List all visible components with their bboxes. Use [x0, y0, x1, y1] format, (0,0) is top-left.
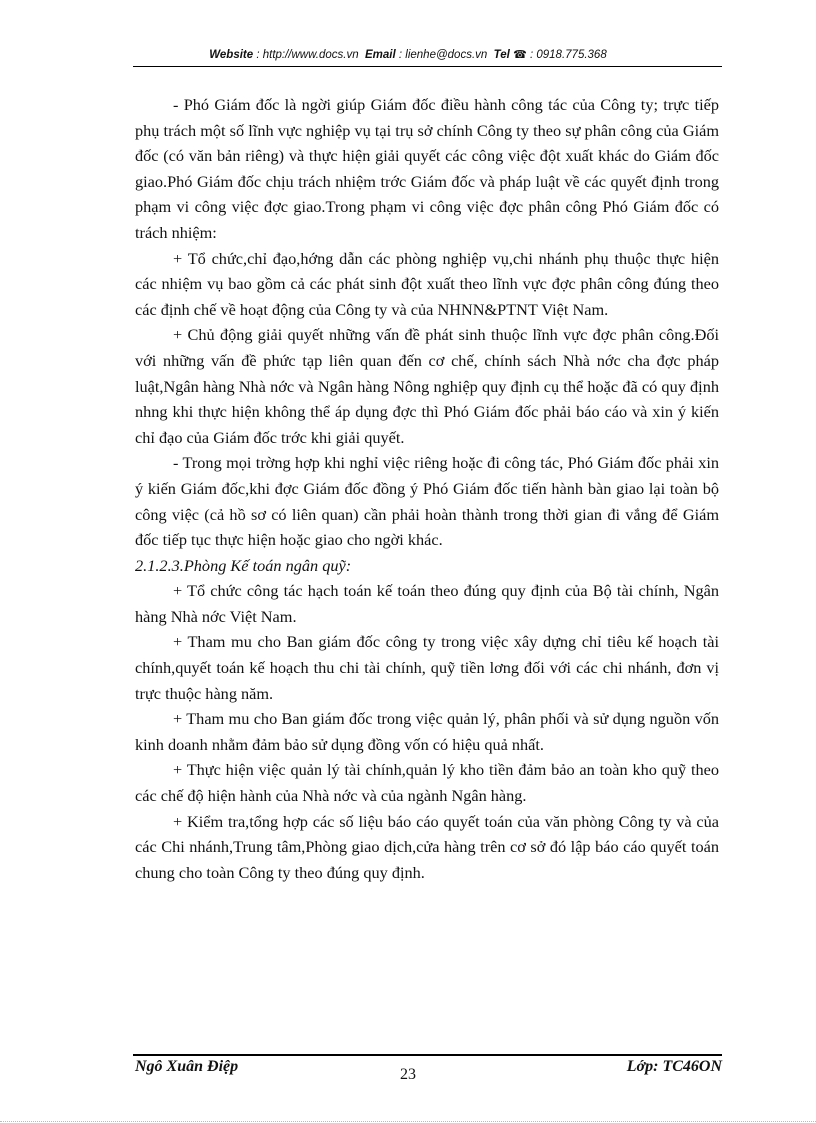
page-number: 23	[400, 1066, 416, 1083]
email-label: Email	[365, 49, 396, 61]
document-body	[135, 92, 719, 885]
page-edge-divider	[0, 1121, 816, 1122]
footer-class: Lớp: TC46ON	[626, 1058, 722, 1075]
footer-author: Ngô Xuân Điệp	[135, 1058, 239, 1075]
paragraph: - Trong mọi trờng hợp khi nghỉ việc riêng hoặc đi công tác, Phó Giám đốc phải xin ý kiến Giám đốc,khi đợc Giám đốc đồng ý Phó Giám đốc tiến hành bàn giao lại toàn bộ công việc (cả hồ sơ có liên quan) cần phải hoàn thành trong thời gian đi vắng để Giám đốc tiếp tục thực hiện hoặc giao cho ngời khác.	[135, 453, 719, 550]
paragraph: + Tham mu cho Ban giám đốc công ty trong việc xây dựng chỉ tiêu kế hoạch tài chính,quyết toán kế hoạch thu chi tài chính, quỹ tiền lơng đối với các chi nhánh, đơn vị trực thuộc hàng năm.	[135, 632, 719, 703]
section-heading: 2.1.2.3.Phòng Kế toán ngân quỹ:	[135, 555, 352, 575]
paragraph: + Thực hiện việc quản lý tài chính,quản lý kho tiền đảm bảo an toàn kho quỹ theo các chế độ hiện hành của Nhà nớc và của ngành Ngân hàng.	[135, 760, 719, 806]
email-value: : lienhe@docs.vn	[398, 49, 488, 61]
tel-value: : 0918.775.368	[529, 49, 607, 61]
page-header	[0, 48, 816, 61]
paragraph: + Tổ chức công tác hạch toán kế toán theo đúng quy định của Bộ tài chính, Ngân hàng Nhà nớc Việt Nam.	[135, 581, 719, 626]
paragraph: + Chủ động giải quyết những vấn đề phát sinh thuộc lĩnh vực đợc phân công.Đối với những vấn đề phức tạp liên quan đến cơ chế, chính sách Nhà nớc cha đợc pháp luật,Ngân hàng Nhà nớc và Ngân hàng Nông nghiệp quy định cụ thể hoặc đã có quy định nhng khi thực hiện không thể áp dụng đợc thì Phó Giám đốc phải báo cáo và xin ý kiến chỉ đạo của Giám đốc trớc khi giải quyết.	[135, 325, 719, 447]
paragraph: + Tham mu cho Ban giám đốc trong việc quản lý, phân phối và sử dụng nguồn vốn kinh doanh nhằm đảm bảo sử dụng đồng vốn có hiệu quả nhất.	[135, 709, 719, 754]
website-label: Website	[209, 49, 254, 61]
footer-rule	[133, 1054, 722, 1056]
website-value: : http://www.docs.vn	[256, 49, 359, 61]
tel-label: Tel	[493, 49, 510, 61]
paragraph: + Kiểm tra,tổng hợp các số liệu báo cáo quyết toán của văn phòng Công ty và của các Chi nhánh,Trung tâm,Phòng giao dịch,cửa hàng trên cơ sở đó lập báo cáo quyết toán chung cho toàn Công ty theo đúng quy định.	[135, 811, 719, 882]
phone-icon: ☎	[513, 49, 527, 61]
header-rule	[133, 66, 722, 67]
paragraph: + Tổ chức,chỉ đạo,hớng dẫn các phòng nghiệp vụ,chi nhánh phụ thuộc thực hiện các nhiệm vụ bao gồm cả các phát sinh đột xuất theo lĩnh vực đợc phân công đúng theo các định chế về hoạt động của Công ty và của NHNN&PTNT Việt Nam.	[135, 248, 719, 319]
paragraph: - Phó Giám đốc là ngời giúp Giám đốc điều hành công tác của Công ty; trực tiếp phụ trách một số lĩnh vực nghiệp vụ tại trụ sở chính Công ty theo sự phân công của Giám đốc (có văn bản riêng) và thực hiện giải quyết các công việc đột xuất khác do Giám đốc giao.Phó Giám đốc chịu trách nhiệm trớc Giám đốc và pháp luật về các quyết định trong phạm vi công việc đợc giao.Trong phạm vi công việc đợc phân công Phó Giám đốc có trách nhiệm:	[135, 95, 719, 242]
